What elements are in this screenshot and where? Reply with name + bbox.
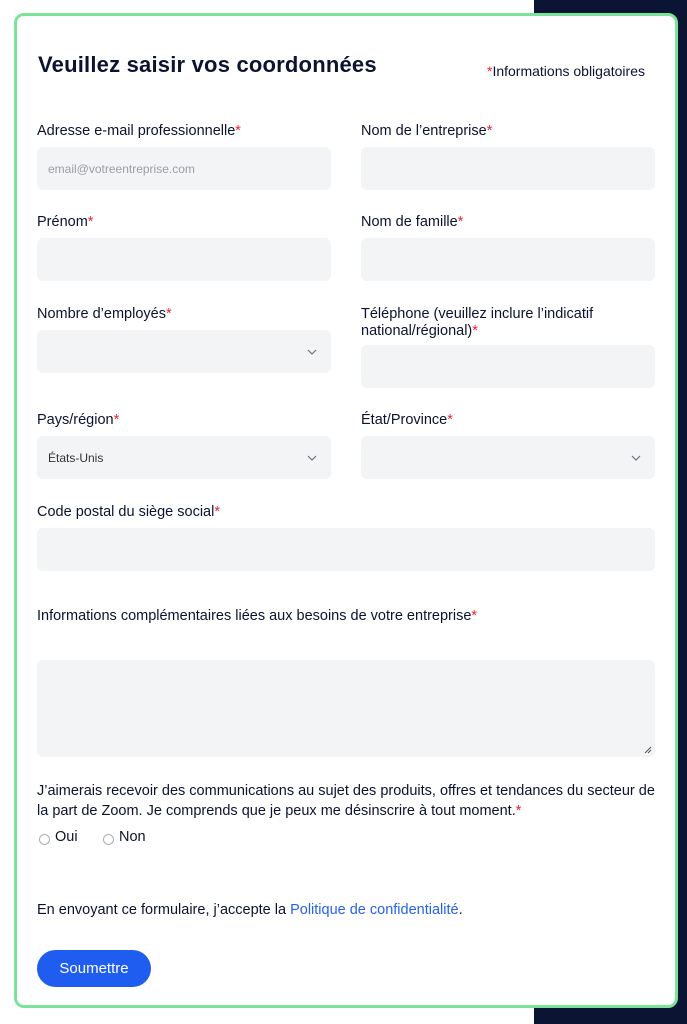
consent-yes-option[interactable] [39, 829, 78, 845]
state-select[interactable] [361, 436, 655, 479]
privacy-statement [37, 902, 463, 919]
last-name-label: Nom de famille* [361, 214, 464, 230]
form-title: Veuillez saisir vos coordonnées [38, 52, 377, 77]
last-name-input[interactable] [361, 238, 655, 281]
needs-label: Informations complémentaires liées aux besoins de votre entreprise* [37, 608, 478, 624]
phone-label: Téléphone (veuillez inclure l’indicatif national/régional)* [361, 306, 594, 339]
radio-yes-label: Oui [55, 829, 78, 845]
submit-button[interactable]: Soumettre [37, 950, 151, 987]
radio-no[interactable] [103, 834, 114, 845]
needs-textarea[interactable] [37, 660, 655, 757]
privacy-prefix: En envoyant ce formulaire, j’accepte la [37, 902, 291, 918]
zip-input[interactable] [37, 528, 655, 571]
phone-input[interactable] [361, 345, 655, 388]
country-selected-value: États-Unis [48, 450, 104, 465]
email-input[interactable] [37, 147, 331, 190]
resize-grip-icon[interactable] [644, 746, 652, 754]
chevron-down-icon [307, 349, 317, 355]
company-input[interactable] [361, 147, 655, 190]
employees-label: Nombre d’employés* [37, 306, 172, 322]
country-select[interactable] [37, 436, 331, 479]
state-label: État/Province* [361, 412, 453, 428]
chevron-down-icon [631, 455, 641, 461]
required-note: *Informations obligatoires [487, 63, 645, 79]
consent-no-option[interactable] [103, 829, 146, 845]
zip-label: Code postal du siège social* [37, 504, 220, 520]
email-label: Adresse e-mail professionnelle* [37, 123, 241, 139]
consent-text: J’aimerais recevoir des communications au sujet des produits, offres et tendances du secteur de la part de Zoom. Je comprends que je peux me désinscrire à tout moment.* [37, 783, 655, 819]
first-name-label: Prénom* [37, 214, 94, 230]
contact-form-card [14, 13, 678, 1008]
employees-select[interactable] [37, 330, 331, 373]
radio-no-label: Non [119, 829, 146, 845]
privacy-suffix: . [458, 902, 463, 918]
country-label: Pays/région* [37, 412, 120, 428]
radio-yes[interactable] [39, 834, 50, 845]
first-name-input[interactable] [37, 238, 331, 281]
company-label: Nom de l’entreprise* [361, 123, 493, 139]
chevron-down-icon [307, 455, 317, 461]
needs-textarea-wrap [37, 660, 655, 757]
privacy-policy-link[interactable]: Politique de confidentialité [290, 902, 459, 918]
